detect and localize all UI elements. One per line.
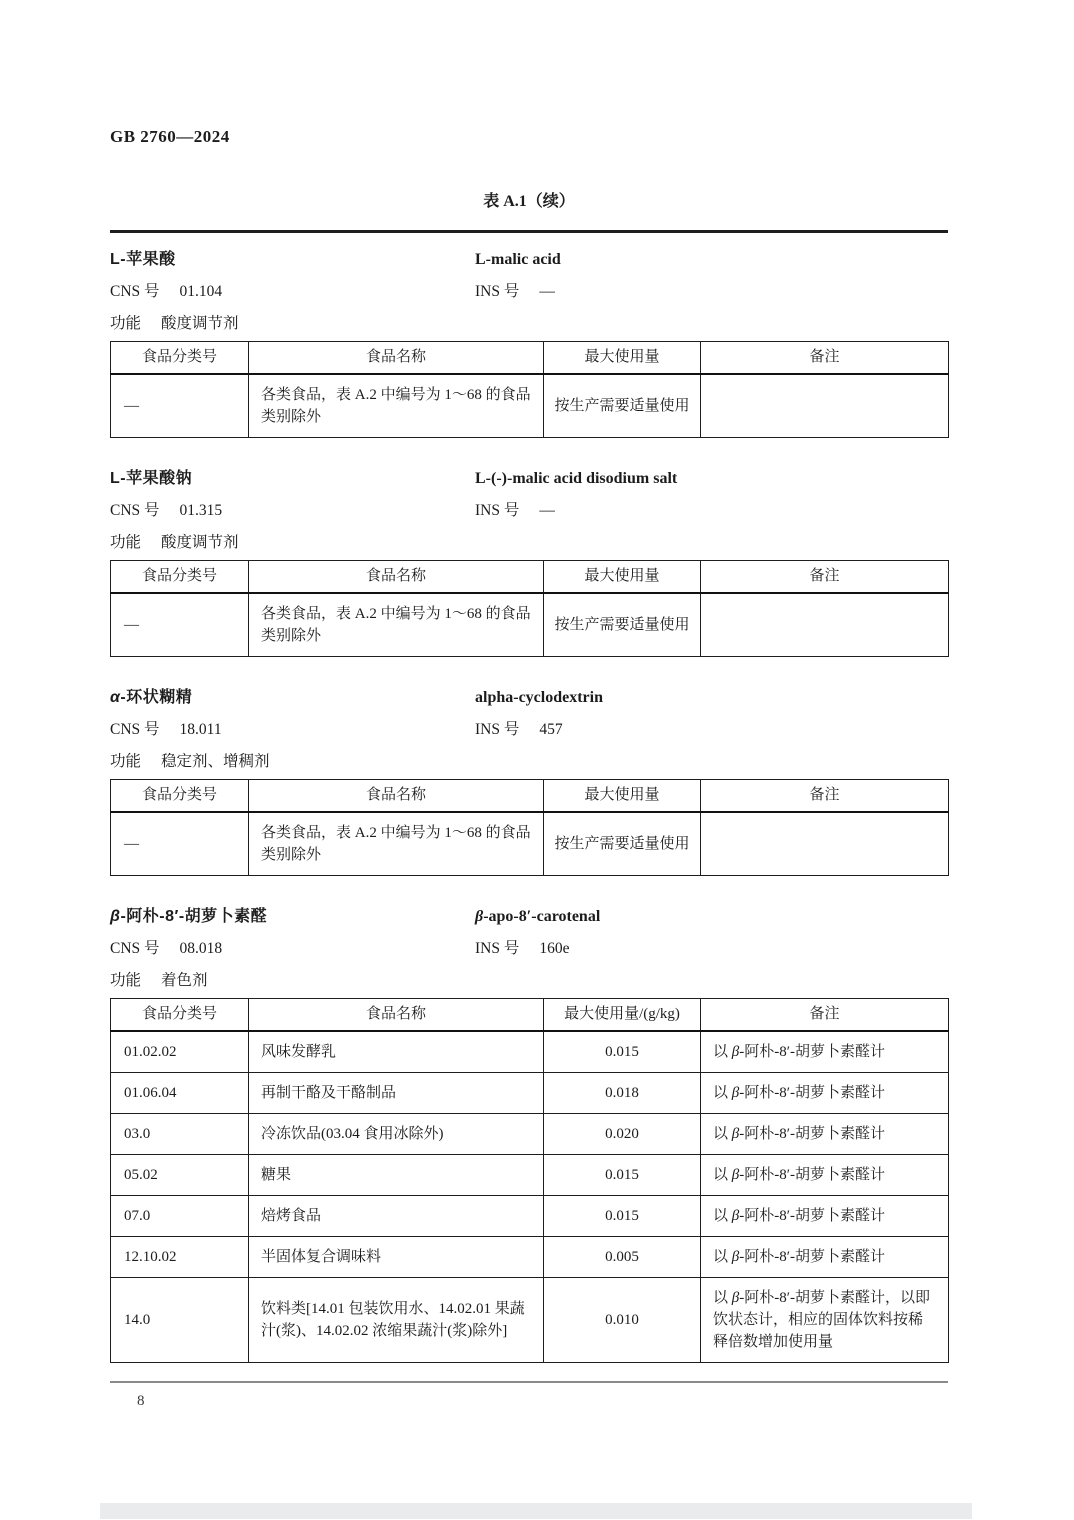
ins-value: — [539, 502, 555, 519]
usage-table-row [111, 1196, 949, 1237]
max-usage: 按生产需要适量使用 [544, 593, 701, 657]
ins-label: INS 号 [475, 940, 520, 957]
food-category-code: 05.02 [111, 1155, 249, 1196]
ins-number [475, 281, 555, 303]
entry-name-row [110, 906, 948, 928]
additive-name-en: L-malic acid [475, 251, 561, 268]
additive-name-zh: α-环状糊精 [110, 689, 193, 706]
column-header: 食品分类号 [111, 561, 249, 594]
max-usage: 0.005 [544, 1237, 701, 1278]
column-header: 最大使用量 [544, 780, 701, 813]
usage-table-header-row [111, 999, 949, 1032]
max-usage: 按生产需要适量使用 [544, 374, 701, 438]
usage-table-row [111, 1237, 949, 1278]
ins-value: — [539, 283, 555, 300]
cns-number [110, 502, 222, 519]
max-usage: 0.010 [544, 1278, 701, 1363]
page-content [110, 0, 948, 1411]
additive-name-zh: β-阿朴-8′-胡萝卜素醛 [110, 908, 268, 925]
remark: 以 β-阿朴-8′-胡萝卜素醛计 [701, 1237, 949, 1278]
column-header: 食品名称 [249, 999, 544, 1032]
additive-name-zh: L-苹果酸 [110, 251, 176, 268]
food-name: 饮料类[14.01 包装饮用水、14.02.01 果蔬汁(浆)、14.02.02 浓缩果蔬汁(浆)除外] [249, 1278, 544, 1363]
column-header: 食品名称 [249, 342, 544, 375]
ins-label: INS 号 [475, 721, 520, 738]
function [110, 972, 208, 989]
title-rule [110, 230, 948, 233]
remark: 以 β-阿朴-8′-胡萝卜素醛计 [701, 1196, 949, 1237]
ins-number [475, 500, 555, 522]
usage-table-header-row [111, 561, 949, 594]
entry-name-row [110, 687, 948, 709]
food-category-code: — [111, 812, 249, 876]
remark: 以 β-阿朴-8′-胡萝卜素醛计 [701, 1155, 949, 1196]
food-name: 焙烤食品 [249, 1196, 544, 1237]
food-category-code: 01.06.04 [111, 1073, 249, 1114]
additive-name-en: β-apo-8′-carotenal [475, 908, 601, 925]
remark: 以 β-阿朴-8′-胡萝卜素醛计 [701, 1114, 949, 1155]
function [110, 534, 239, 551]
food-name: 半固体复合调味料 [249, 1237, 544, 1278]
usage-table-row [111, 1031, 949, 1073]
entry-codes-row [110, 719, 948, 741]
additive-entries [110, 249, 948, 1363]
food-category-code: 07.0 [111, 1196, 249, 1237]
usage-table-row [111, 593, 949, 657]
additive-entry [110, 687, 948, 876]
function-value: 稳定剂、增稠剂 [161, 753, 270, 770]
additive-entry [110, 249, 948, 438]
food-category-code: — [111, 374, 249, 438]
cns-value: 08.018 [179, 940, 223, 957]
remark: 以 β-阿朴-8′-胡萝卜素醛计 [701, 1073, 949, 1114]
cns-value: 01.315 [179, 502, 223, 519]
usage-table [110, 779, 949, 876]
cns-value: 18.011 [179, 721, 222, 738]
column-header: 最大使用量/(g/kg) [544, 999, 701, 1032]
food-name: 再制干酪及干酪制品 [249, 1073, 544, 1114]
cns-number [110, 283, 222, 300]
food-category-code: — [111, 593, 249, 657]
column-header: 备注 [701, 999, 949, 1032]
entry-codes-row [110, 938, 948, 960]
cns-label: CNS 号 [110, 940, 160, 957]
function-label: 功能 [110, 534, 142, 551]
function [110, 753, 270, 770]
cns-label: CNS 号 [110, 721, 160, 738]
usage-table-header-row [111, 780, 949, 813]
function-value: 着色剂 [161, 972, 208, 989]
entry-function-row [110, 970, 948, 992]
ins-label: INS 号 [475, 283, 520, 300]
column-header: 最大使用量 [544, 342, 701, 375]
ins-value: 457 [539, 721, 563, 738]
function-value: 酸度调节剂 [161, 534, 239, 551]
remark [701, 812, 949, 876]
usage-table-row [111, 374, 949, 438]
entry-function-row [110, 751, 948, 773]
table-title: 表 A.1（续） [483, 193, 575, 210]
cns-label: CNS 号 [110, 502, 160, 519]
remark: 以 β-阿朴-8′-胡萝卜素醛计，以即饮状态计，相应的固体饮料按稀释倍数增加使用量 [701, 1278, 949, 1363]
max-usage: 0.018 [544, 1073, 701, 1114]
additive-entry [110, 906, 948, 1363]
food-name: 各类食品，表 A.2 中编号为 1～68 的食品类别除外 [249, 812, 544, 876]
page-number: 8 [137, 1393, 145, 1409]
column-header: 备注 [701, 342, 949, 375]
max-usage: 0.015 [544, 1031, 701, 1073]
column-header: 食品分类号 [111, 999, 249, 1032]
column-header: 食品分类号 [111, 342, 249, 375]
food-category-code: 03.0 [111, 1114, 249, 1155]
column-header: 食品名称 [249, 561, 544, 594]
usage-table [110, 998, 949, 1363]
additive-name-zh: L-苹果酸钠 [110, 470, 193, 487]
usage-table-row [111, 1073, 949, 1114]
usage-table-row [111, 1278, 949, 1363]
remark [701, 593, 949, 657]
entry-codes-row [110, 281, 948, 303]
page-bottom-strip [100, 1503, 972, 1519]
additive-name-en: alpha-cyclodextrin [475, 689, 603, 706]
food-category-code: 12.10.02 [111, 1237, 249, 1278]
usage-table-row [111, 1114, 949, 1155]
column-header: 食品名称 [249, 780, 544, 813]
usage-table-row [111, 812, 949, 876]
function-label: 功能 [110, 972, 142, 989]
footer-rule [110, 1381, 948, 1383]
food-name: 糖果 [249, 1155, 544, 1196]
ins-number [475, 938, 570, 960]
column-header: 最大使用量 [544, 561, 701, 594]
cns-label: CNS 号 [110, 283, 160, 300]
additive-name-en: L-(-)-malic acid disodium salt [475, 470, 678, 487]
entry-function-row [110, 313, 948, 335]
function-label: 功能 [110, 315, 142, 332]
ins-number [475, 719, 563, 741]
column-header: 备注 [701, 780, 949, 813]
entry-name-row [110, 468, 948, 490]
food-name: 冷冻饮品(03.04 食用冰除外) [249, 1114, 544, 1155]
additive-entry [110, 468, 948, 657]
food-name: 各类食品，表 A.2 中编号为 1～68 的食品类别除外 [249, 374, 544, 438]
function [110, 315, 239, 332]
max-usage: 0.015 [544, 1196, 701, 1237]
entry-function-row [110, 532, 948, 554]
max-usage: 按生产需要适量使用 [544, 812, 701, 876]
usage-table [110, 560, 949, 657]
max-usage: 0.020 [544, 1114, 701, 1155]
entry-name-row [110, 249, 948, 271]
column-header: 备注 [701, 561, 949, 594]
max-usage: 0.015 [544, 1155, 701, 1196]
column-header: 食品分类号 [111, 780, 249, 813]
food-category-code: 01.02.02 [111, 1031, 249, 1073]
entry-codes-row [110, 500, 948, 522]
function-value: 酸度调节剂 [161, 315, 239, 332]
remark: 以 β-阿朴-8′-胡萝卜素醛计 [701, 1031, 949, 1073]
cns-number [110, 721, 222, 738]
standard-number: GB 2760—2024 [110, 127, 230, 146]
ins-value: 160e [539, 940, 570, 957]
usage-table [110, 341, 949, 438]
usage-table-header-row [111, 342, 949, 375]
food-name: 风味发酵乳 [249, 1031, 544, 1073]
remark [701, 374, 949, 438]
ins-label: INS 号 [475, 502, 520, 519]
food-category-code: 14.0 [111, 1278, 249, 1363]
cns-number [110, 940, 222, 957]
function-label: 功能 [110, 753, 142, 770]
food-name: 各类食品，表 A.2 中编号为 1～68 的食品类别除外 [249, 593, 544, 657]
cns-value: 01.104 [179, 283, 223, 300]
usage-table-row [111, 1155, 949, 1196]
